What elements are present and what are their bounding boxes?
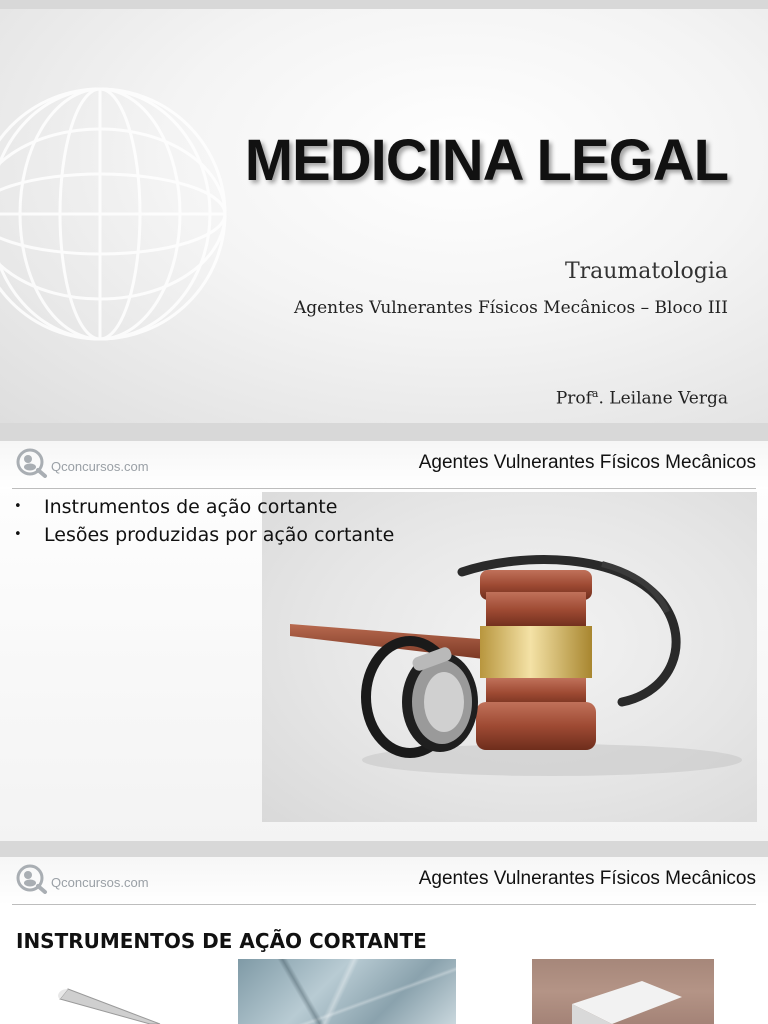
- qconcursos-logo: [16, 448, 149, 478]
- qconcursos-logo-icon: [16, 864, 48, 894]
- content-slide-overview: [0, 441, 768, 841]
- globe-wireframe-icon: [0, 64, 240, 364]
- box-illustration: [532, 959, 714, 1024]
- logo-text: Qconcursos.com: [51, 458, 149, 474]
- slide-header-band: [0, 441, 768, 489]
- slide-header-title: Agentes Vulnerantes Físicos Mecânicos: [418, 452, 756, 473]
- author-prefix: Prof: [555, 388, 592, 409]
- list-item: [14, 493, 394, 521]
- presentation-title: MEDICINA LEGAL: [244, 128, 728, 193]
- slide-bullet-list: [14, 493, 394, 549]
- section-heading: INSTRUMENTOS DE AÇÃO CORTANTE: [16, 929, 427, 953]
- slide-header-band: [0, 857, 768, 905]
- box-image: [532, 959, 714, 1024]
- content-slide-instruments: [0, 857, 768, 1024]
- broken-glass-image: [238, 959, 456, 1024]
- scalpel-image: [30, 959, 170, 1024]
- bullet-icon: •: [14, 527, 22, 542]
- header-divider: [12, 904, 756, 905]
- author-name: . Leilane Verga: [598, 388, 728, 409]
- qconcursos-logo: [16, 864, 149, 894]
- list-item: [14, 521, 394, 549]
- bullet-icon: •: [14, 499, 22, 514]
- presentation-topic: Agentes Vulnerantes Físicos Mecânicos – Bloco III: [293, 298, 728, 318]
- qconcursos-logo-icon: [16, 448, 48, 478]
- header-divider: [12, 488, 756, 489]
- title-slide: [0, 9, 768, 423]
- scalpel-illustration: [30, 959, 170, 1024]
- bullet-text: Lesões produzidas por ação cortante: [44, 524, 395, 546]
- bullet-text: Instrumentos de ação cortante: [44, 496, 338, 518]
- presentation-author: [556, 387, 728, 409]
- presentation-subtitle: Traumatologia: [564, 259, 728, 284]
- logo-text: Qconcursos.com: [51, 874, 149, 890]
- author-superscript: a: [591, 387, 599, 400]
- slide-header-title: Agentes Vulnerantes Físicos Mecânicos: [418, 868, 756, 889]
